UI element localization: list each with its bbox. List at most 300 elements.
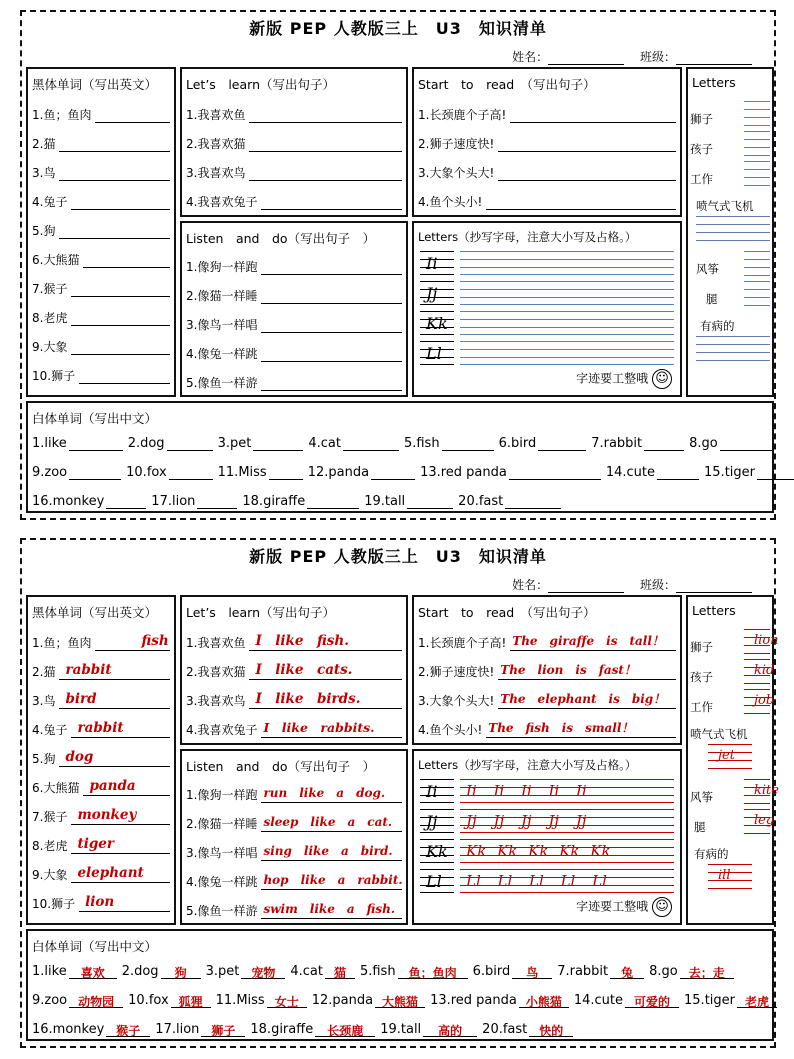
class-field[interactable] [676,581,752,593]
answer-blank[interactable] [71,192,170,210]
row-label: 10.狮子 [32,897,76,911]
plain-word-item: 9.zoo [32,464,121,480]
copy-lines[interactable] [460,869,674,893]
answer-blank[interactable] [343,435,399,451]
letter-word-row [690,129,770,159]
row-label: 8.老虎 [32,839,68,853]
answer-blank[interactable]: 可爱的 [625,992,679,1008]
row-label: 7.猴子 [32,282,68,296]
sentence-row [186,338,402,362]
answer-text: The lion is fast！ [500,663,636,677]
plain-word-item: 1.like 喜欢 [32,963,117,979]
answer-blank[interactable]: 老虎 [737,992,777,1008]
row-label: 5.狗 [32,224,56,238]
name-field[interactable] [548,581,624,593]
bold-word-row [32,859,170,883]
answer-blank[interactable] [510,633,676,651]
answer-text: rabbit [77,720,124,736]
answer-blank[interactable] [261,785,402,803]
answer-text: ill [718,868,731,883]
row-label: 孩子 [690,670,713,684]
bold-words-box [26,67,176,397]
letters-copy-heading: Letters（抄写字母，注意大小写及占格。） [418,758,637,772]
answer-blank[interactable] [71,279,170,297]
answer-blank[interactable]: 狗 [161,963,201,979]
answer-blank[interactable]: 动物园 [69,992,123,1008]
sentence-row [418,128,676,152]
sentence-row [418,627,676,651]
answer-blank[interactable] [71,836,170,854]
answer-blank[interactable] [169,464,213,480]
answer-lines[interactable] [744,809,775,835]
row-label: 1.像狗一样跑 [186,788,258,802]
sentence-row [186,309,402,333]
plain-word-item: 5.fish 鱼；鱼肉 [360,963,468,979]
answer-blank[interactable]: 小熊猫 [519,992,569,1008]
answer-blank[interactable]: 女士 [267,992,307,1008]
answer-blank[interactable] [95,105,170,123]
bold-word-row [32,360,170,384]
answer-lines[interactable] [696,336,770,362]
letter-word-row [690,687,775,717]
answer-blank[interactable] [509,464,601,480]
row-label: 喷气式飞机 [690,727,748,741]
plain-word-item: 18.giraffe 长颈鹿 [250,1021,375,1037]
plain-word-row [32,986,768,1008]
copy-row [420,281,674,305]
row-label: 2.狮子速度快! [418,137,495,151]
plain-word-item: 17.lion 狮子 [155,1021,245,1037]
answer-blank[interactable] [71,807,170,825]
bold-word-row [32,685,170,709]
row-label: 狮子 [690,112,713,126]
answer-blank[interactable] [106,493,146,509]
answer-blank[interactable] [79,366,170,384]
copy-lines[interactable] [460,779,674,803]
sentence-row [186,627,402,651]
answer-blank[interactable] [498,662,676,680]
answer-text: lion [85,894,115,910]
answer-blank[interactable] [720,435,772,451]
answer-lines[interactable] [744,251,770,277]
answer-blank[interactable] [657,464,699,480]
answer-text: elephant [77,865,144,881]
answer-blank[interactable] [59,749,170,767]
answer-blank[interactable]: 狐狸 [171,992,211,1008]
answer-blank[interactable] [197,493,237,509]
model-letter: Jj [420,809,454,833]
answer-text: Ii Ii Ii Ii Ii [466,782,587,800]
row-label: 9.大象 [32,868,68,882]
answer-blank[interactable] [505,493,561,509]
plain-word-item: 1.like [32,435,123,451]
answer-text: sleep like a cat. [263,815,393,829]
copy-lines[interactable] [460,281,674,305]
copy-row [420,809,674,833]
letters-words-heading: Letters [692,75,736,90]
sentence-row [418,656,676,680]
row-label: 3.我喜欢鸟 [186,694,246,708]
sentence-row [418,186,676,210]
answer-text: bird [65,691,97,707]
row-label: 1.我喜欢鱼 [186,636,246,650]
row-label: 1.像狗一样跑 [186,260,258,274]
copy-lines[interactable] [460,839,674,863]
model-letter: Ii [420,779,454,803]
bold-word-row [32,215,170,239]
answer-lines[interactable] [696,216,770,242]
letter-word-row [690,279,770,309]
answer-blank[interactable] [95,633,170,651]
answer-blank[interactable] [261,814,402,832]
sentence-row [186,866,402,890]
answer-blank[interactable] [59,221,170,239]
class-label: 班级： [639,578,676,592]
answer-blank[interactable] [59,134,170,152]
answer-blank[interactable]: 鱼；鱼肉 [398,963,468,979]
bold-words-box [26,595,176,925]
letter-word-row [690,777,779,807]
class-field[interactable] [676,53,752,65]
answer-blank[interactable]: 快的 [529,1021,573,1037]
plain-word-item: 11.Miss 女士 [216,992,307,1008]
answer-blank[interactable] [249,105,402,123]
plain-word-item: 8.go 去；走 [649,963,734,979]
lets-learn-box [180,67,408,217]
row-label: 腿 [706,292,718,306]
answer-blank[interactable] [269,464,303,480]
row-label: 6.大熊猫 [32,781,80,795]
copy-row [420,341,674,365]
plain-word-row [32,957,768,979]
answer-blank[interactable] [261,901,402,919]
answer-blank[interactable]: 猫 [325,963,355,979]
plain-word-item: 14.cute [606,464,699,480]
answer-blank[interactable]: 宠物 [241,963,285,979]
listen-and-do-box [180,221,408,397]
row-label: 3.鸟 [32,694,56,708]
worksheet-answers [20,538,779,1048]
copy-lines[interactable] [460,809,674,833]
plain-words-heading: 白体单词（写出中文） [32,939,158,954]
row-label: 狮子 [690,640,713,654]
row-label: 1.我喜欢鱼 [186,108,246,122]
answer-blank[interactable] [71,720,170,738]
letter-word-row [690,842,770,892]
bold-word-row [32,128,170,152]
neatness-note: 字迹要工整哦 ☺ [576,369,672,389]
sentence-row [186,714,402,738]
plain-words-heading: 白体单词（写出中文） [32,411,158,426]
answer-text: I like birds. [255,691,361,707]
answer-blank[interactable] [249,633,402,651]
lets-learn-heading: Let’s learn（写出句子） [186,605,335,620]
plain-word-item: 16.monkey [32,493,146,509]
answer-blank[interactable] [498,691,676,709]
answer-blank[interactable] [510,105,676,123]
answer-blank[interactable]: 喜欢 [69,963,117,979]
copy-row [420,251,674,275]
bold-words-heading: 黑体单词（写出英文） [32,605,158,620]
name-field[interactable] [548,53,624,65]
answer-blank[interactable] [261,315,402,333]
bold-word-row [32,772,170,796]
row-label: 3.鸟 [32,166,56,180]
answer-blank[interactable]: 大熊猫 [375,992,425,1008]
copy-row [420,869,674,893]
plain-word-item: 3.pet [218,435,304,451]
bold-word-row [32,331,170,355]
answer-blank[interactable] [486,192,676,210]
answer-blank[interactable] [261,720,402,738]
answer-blank[interactable] [486,720,676,738]
answer-blank[interactable] [442,435,494,451]
page-title: 新版 PEP 人教版三上 U3 知识清单 [249,19,547,38]
letter-word-row [690,249,770,279]
listen-and-do-heading: Listen and do（写出句子 ） [186,231,376,246]
answer-blank[interactable] [59,662,170,680]
answer-blank[interactable] [498,134,676,152]
plain-word-item: 2.dog [128,435,213,451]
sentence-row [186,656,402,680]
start-to-read-heading: Start to read （写出句子） [418,77,596,92]
answer-blank[interactable]: 猴子 [106,1021,150,1037]
row-label: 2.我喜欢猫 [186,665,246,679]
row-label: 风筝 [696,262,719,276]
bold-word-row [32,627,170,651]
letters-words-box [686,67,774,397]
answer-blank[interactable] [371,464,415,480]
row-label: 3.我喜欢鸟 [186,166,246,180]
answer-blank[interactable] [498,163,676,181]
answer-blank[interactable] [249,662,402,680]
row-label: 孩子 [690,142,713,156]
answer-text: The fish is small！ [488,721,634,735]
sentence-row [418,685,676,709]
plain-word-item: 17.lion [151,493,237,509]
row-label: 5.像鱼一样游 [186,904,258,918]
answer-blank[interactable] [307,493,359,509]
answer-blank[interactable]: 兔 [610,963,644,979]
row-label: 4.鱼个头小! [418,195,483,209]
answer-text: fish [141,633,169,649]
copy-row [420,839,674,863]
answer-text: dog [65,749,94,765]
answer-blank[interactable] [249,134,402,152]
answer-blank[interactable]: 去；走 [680,963,734,979]
sentence-row [186,779,402,803]
answer-lines[interactable] [744,689,775,715]
bold-word-row [32,714,170,738]
plain-word-item: 6.bird [499,435,587,451]
answer-blank[interactable] [83,250,170,268]
plain-word-item: 3.pet 宠物 [206,963,286,979]
answer-blank[interactable]: 狮子 [201,1021,245,1037]
copy-lines[interactable] [460,341,674,365]
answer-blank[interactable] [69,435,123,451]
row-label: 4.兔子 [32,195,68,209]
answer-text: rabbit [65,662,112,678]
answer-blank[interactable] [83,778,170,796]
answer-text: Jj Jj Jj Jj Jj [466,812,587,830]
bold-word-row [32,186,170,210]
row-label: 4.我喜欢兔子 [186,195,258,209]
letters-copy-heading: Letters（抄写字母，注意大小写及占格。） [418,230,637,244]
answer-text: kid [754,663,775,678]
row-label: 有病的 [694,847,729,861]
sentence-row [418,157,676,181]
sentence-row [186,895,402,919]
plain-word-item: 11.Miss [218,464,303,480]
answer-blank[interactable] [261,872,402,890]
row-label: 工作 [690,172,713,186]
copy-lines[interactable] [460,251,674,275]
row-label: 6.大熊猫 [32,253,80,267]
answer-blank[interactable]: 高的 [423,1021,477,1037]
answer-text: The elephant is big！ [500,692,666,706]
answer-blank[interactable] [261,257,402,275]
bold-words-heading: 黑体单词（写出英文） [32,77,158,92]
answer-text: lion [754,633,779,648]
answer-blank[interactable] [59,163,170,181]
answer-lines[interactable] [744,659,775,685]
answer-blank[interactable] [249,163,402,181]
row-label: 5.狗 [32,752,56,766]
row-label: 1.鱼；鱼肉 [32,636,92,650]
sentence-row [186,157,402,181]
plain-word-item: 12.panda [308,464,415,480]
letter-word-row [690,99,770,129]
smile-icon: ☺ [652,369,672,389]
row-label: 4.鱼个头小! [418,723,483,737]
sentence-row [186,99,402,123]
answer-blank[interactable]: 长颈鹿 [315,1021,375,1037]
answer-text: Ll Ll Ll Ll Ll [466,872,607,890]
listen-and-do-heading: Listen and do（写出句子 ） [186,759,376,774]
answer-blank[interactable] [253,435,303,451]
plain-word-item: 10.fox [126,464,213,480]
row-label: 3.大象个头大! [418,166,495,180]
answer-blank[interactable] [59,691,170,709]
answer-lines[interactable] [744,281,770,307]
row-label: 8.老虎 [32,311,68,325]
plain-word-item: 8.go [689,435,772,451]
answer-blank[interactable] [757,464,794,480]
plain-word-item: 4.cat [308,435,399,451]
worksheet-blank [20,10,776,520]
sentence-row [186,367,402,391]
row-label: 10.狮子 [32,369,76,383]
copy-lines[interactable] [460,311,674,335]
answer-blank[interactable] [167,435,213,451]
plain-word-item: 15.tiger 老虎 [684,992,777,1008]
answer-blank[interactable] [71,308,170,326]
answer-blank[interactable] [261,373,402,391]
bold-word-row [32,273,170,297]
answer-lines[interactable] [744,629,779,655]
neatness-note: 字迹要工整哦 ☺ [576,897,672,917]
answer-blank[interactable] [261,843,402,861]
bold-word-row [32,157,170,181]
answer-text: monkey [77,807,137,823]
plain-word-item: 4.cat 猫 [290,963,355,979]
plain-words-box [26,929,774,1041]
row-label: 1.鱼；鱼肉 [32,108,92,122]
sentence-row [418,714,676,738]
plain-word-item: 13.red panda 小熊猫 [430,992,569,1008]
answer-blank[interactable] [261,192,402,210]
answer-blank[interactable] [79,894,170,912]
sentence-row [186,128,402,152]
answer-text: hop like a rabbit. [263,873,403,887]
row-label: 2.我喜欢猫 [186,137,246,151]
student-info [512,48,764,65]
lets-learn-box [180,595,408,745]
model-letter: Ii [420,251,454,275]
bold-word-row [32,656,170,680]
sentence-row [186,837,402,861]
answer-lines[interactable] [744,101,770,127]
letters-copy-box [412,221,682,397]
answer-blank[interactable] [538,435,586,451]
answer-lines[interactable] [744,131,770,157]
answer-lines[interactable] [744,779,779,805]
answer-lines[interactable] [744,161,770,187]
answer-blank[interactable] [261,344,402,362]
answer-text: swim like a fish. [263,902,396,916]
sentence-row [186,186,402,210]
answer-blank[interactable] [71,865,170,883]
row-label: 2.像猫一样睡 [186,817,258,831]
bold-word-row [32,302,170,326]
answer-blank[interactable] [407,493,453,509]
answer-blank[interactable] [249,691,402,709]
answer-blank[interactable] [261,286,402,304]
letter-word-row [690,657,775,687]
plain-word-row [32,458,768,480]
answer-lines[interactable] [708,864,752,890]
answer-blank[interactable]: 鸟 [512,963,552,979]
answer-lines[interactable] [708,744,752,770]
answer-blank[interactable] [69,464,121,480]
start-to-read-box [412,67,682,217]
listen-and-do-box [180,749,408,925]
row-label: 1.长颈鹿个子高! [418,636,507,650]
model-letter: Ll [420,869,454,893]
start-to-read-heading: Start to read （写出句子） [418,605,596,620]
answer-text: Kk Kk Kk Kk Kk [466,842,611,860]
model-letter: Jj [420,281,454,305]
answer-text: I like fish. [255,633,349,649]
letter-word-row [690,722,770,772]
answer-text: run like a dog. [263,786,386,800]
plain-word-item: 2.dog 狗 [122,963,201,979]
bold-word-row [32,830,170,854]
plain-word-row [32,429,768,451]
lets-learn-heading: Let’s learn（写出句子） [186,77,335,92]
answer-blank[interactable] [71,337,170,355]
plain-word-item: 18.giraffe [242,493,359,509]
row-label: 3.大象个头大! [418,694,495,708]
answer-text: sing like a bird. [263,844,393,858]
plain-word-item: 20.fast 快的 [482,1021,573,1037]
copy-row [420,779,674,803]
answer-blank[interactable] [644,435,684,451]
letters-copy-box [412,749,682,925]
name-label: 姓名： [512,578,549,592]
plain-word-item: 9.zoo 动物园 [32,992,123,1008]
model-letter: Kk [420,839,454,863]
